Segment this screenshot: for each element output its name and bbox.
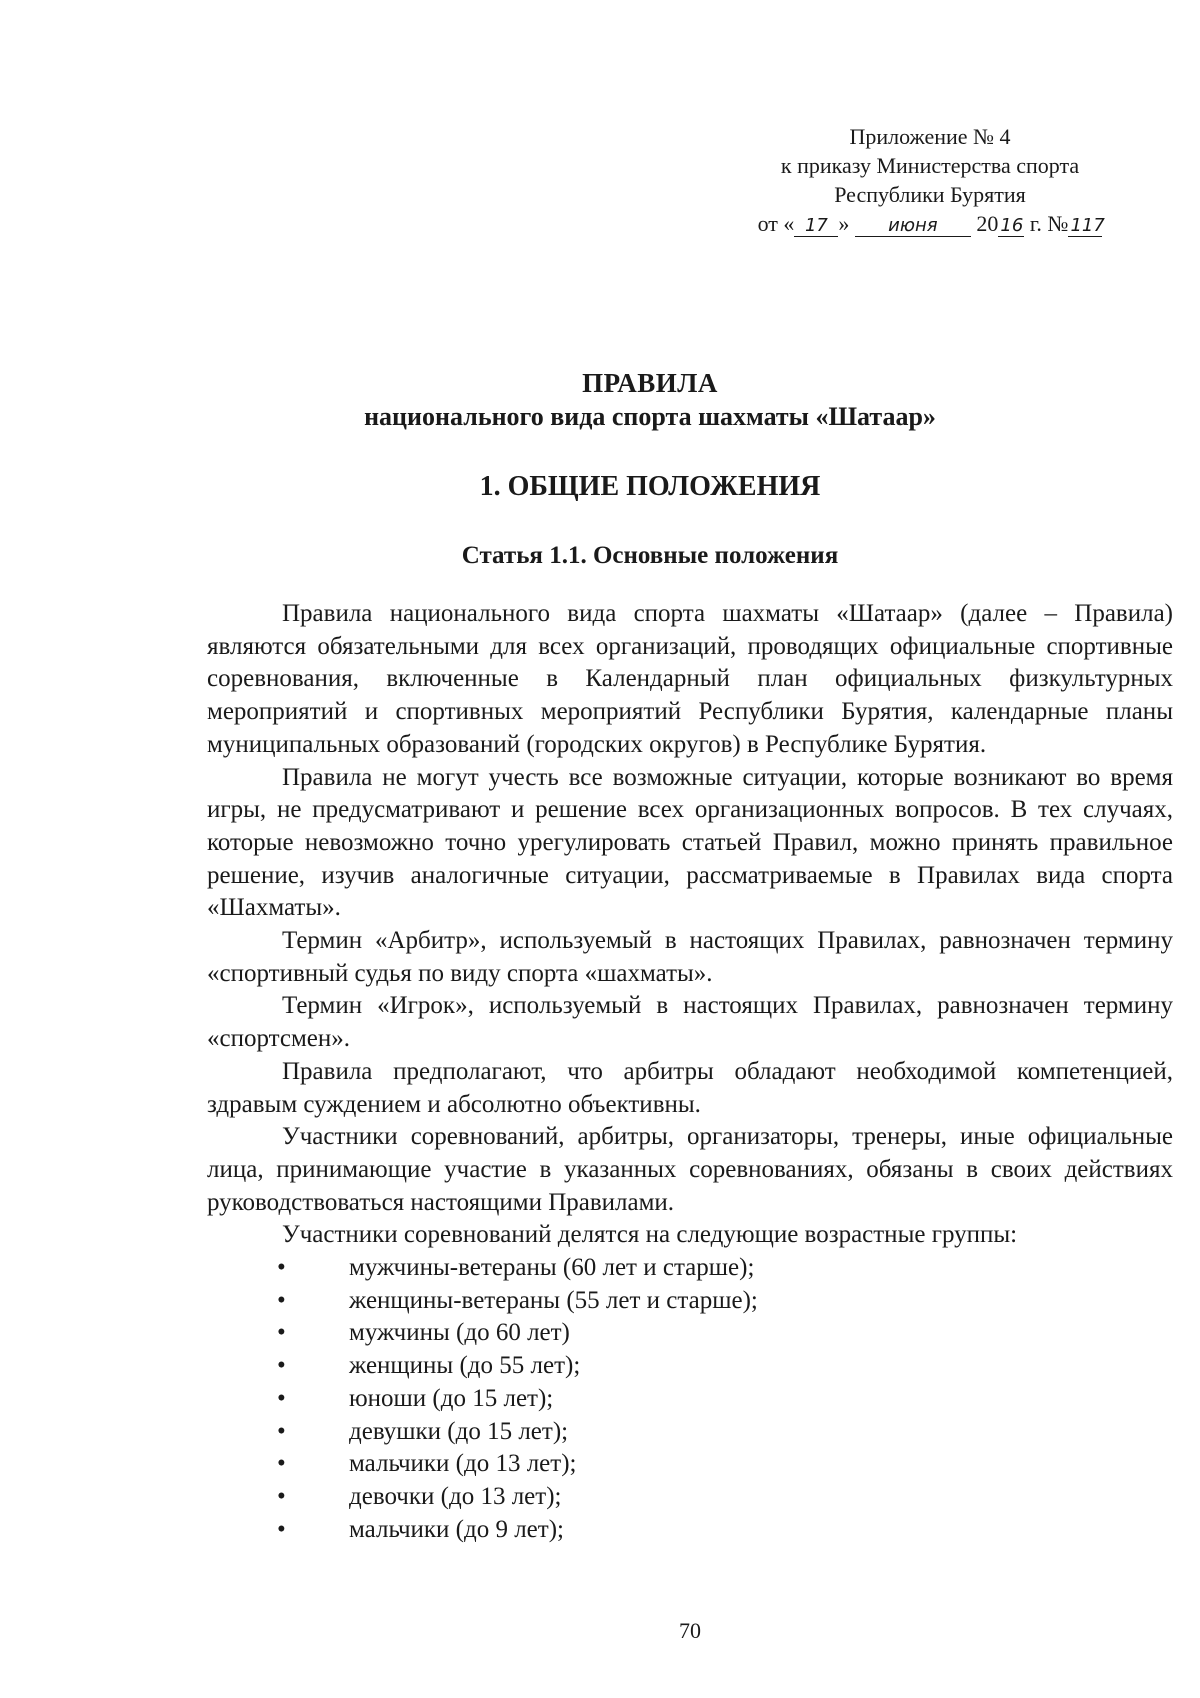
bullet-icon: • [277, 1319, 286, 1347]
paragraph: Участники соревнований делятся на следующие возрастные группы: [282, 1221, 1018, 1249]
appendix-republic: Республики Бурятия [834, 182, 1026, 207]
bullet-icon: • [277, 1352, 286, 1380]
age-group-list [207, 1252, 1173, 1546]
year-g-number: г. № [1029, 211, 1069, 236]
article-heading: Статья 1.1. Основные положения [461, 542, 839, 569]
list-item-text: мужчины-ветераны (60 лет и старше); [349, 1254, 755, 1282]
handwritten-order-number: 117 [1070, 215, 1105, 236]
appendix-date-line [740, 209, 1120, 238]
section-heading: 1. ОБЩИЕ ПОЛОЖЕНИЯ [479, 471, 821, 502]
list-item [207, 1350, 1173, 1383]
paragraph: Правила национального вида спорта шахматы «Шатаар» (далее – Правила) являются обязательными для всех организаций, проводящих официальные спортивные соревнования, включенные в Календарный план официальных физкультурных мероприятий и спортивных мероприятий Республики Бурятия, календарные планы муниципальных образований (городских округов) в Республике Бурятия. [207, 600, 1173, 758]
appendix-number: Приложение № 4 [849, 124, 1011, 149]
bullet-icon: • [277, 1515, 286, 1543]
bullet-icon: • [277, 1254, 286, 1282]
page-number: 70 [679, 1618, 701, 1643]
bullet-icon: • [277, 1286, 286, 1314]
bullet-icon: • [277, 1482, 286, 1510]
list-item [207, 1285, 1173, 1318]
date-day-close: » [838, 211, 850, 236]
list-item [207, 1383, 1173, 1416]
document-title: ПРАВИЛА [582, 368, 718, 398]
list-item-text: женщины-ветераны (55 лет и старше); [349, 1286, 758, 1314]
paragraph: Правила не могут учесть все возможные ситуации, которые возникают во время игры, не предусматривают и решение всех организационных вопросов. В тех случаях, которые невозможно точно урегулировать статьей Правил, можно принять правильное решение, изучив аналогичные ситуации, рассматриваемые в Правилах вида спорта «Шахматы». [207, 763, 1173, 922]
list-item-text: мальчики (до 9 лет); [349, 1515, 564, 1543]
list-item [207, 1416, 1173, 1449]
bullet-icon: • [277, 1450, 286, 1478]
handwritten-year: 16 [1000, 215, 1024, 236]
bullet-icon: • [277, 1417, 286, 1445]
list-item [207, 1317, 1173, 1350]
list-item-text: мальчики (до 13 лет); [349, 1450, 577, 1478]
body-text [207, 598, 1173, 1546]
appendix-header [740, 122, 1120, 238]
handwritten-month: июня [855, 216, 971, 237]
list-item-text: женщины (до 55 лет); [349, 1352, 581, 1380]
list-item-text: девочки (до 13 лет); [349, 1482, 562, 1510]
document-subtitle: национального вида спорта шахматы «Шатаар» [364, 402, 936, 431]
year-prefix: 20 [976, 211, 999, 236]
title-block [200, 366, 1100, 434]
paragraph: Термин «Арбитр», используемый в настоящих Правилах, равнозначен термину «спортивный судья по виду спорта «шахматы». [207, 927, 1173, 987]
list-item [207, 1481, 1173, 1514]
paragraph: Правила предполагают, что арбитры обладают необходимой компетенцией, здравым суждением и абсолютно объективны. [207, 1057, 1173, 1118]
list-item [207, 1448, 1173, 1481]
list-item [207, 1252, 1173, 1285]
appendix-order-ref: к приказу Министерства спорта [780, 153, 1080, 178]
list-item [207, 1514, 1173, 1547]
bullet-icon: • [277, 1384, 286, 1412]
list-item-text: мужчины (до 60 лет) [349, 1319, 570, 1347]
handwritten-day: 17 [794, 216, 838, 237]
date-prefix: от « [757, 211, 795, 236]
list-item-text: юноши (до 15 лет); [349, 1384, 554, 1412]
paragraph: Участники соревнований, арбитры, организаторы, тренеры, иные официальные лица, принимающие участие в указанных соревнованиях, обязаны в своих действиях руководствоваться настоящими Правилами. [207, 1123, 1173, 1216]
list-item-text: девушки (до 15 лет); [349, 1417, 569, 1445]
paragraph: Термин «Игрок», используемый в настоящих Правилах, равнозначен термину «спортсмен». [207, 992, 1173, 1053]
